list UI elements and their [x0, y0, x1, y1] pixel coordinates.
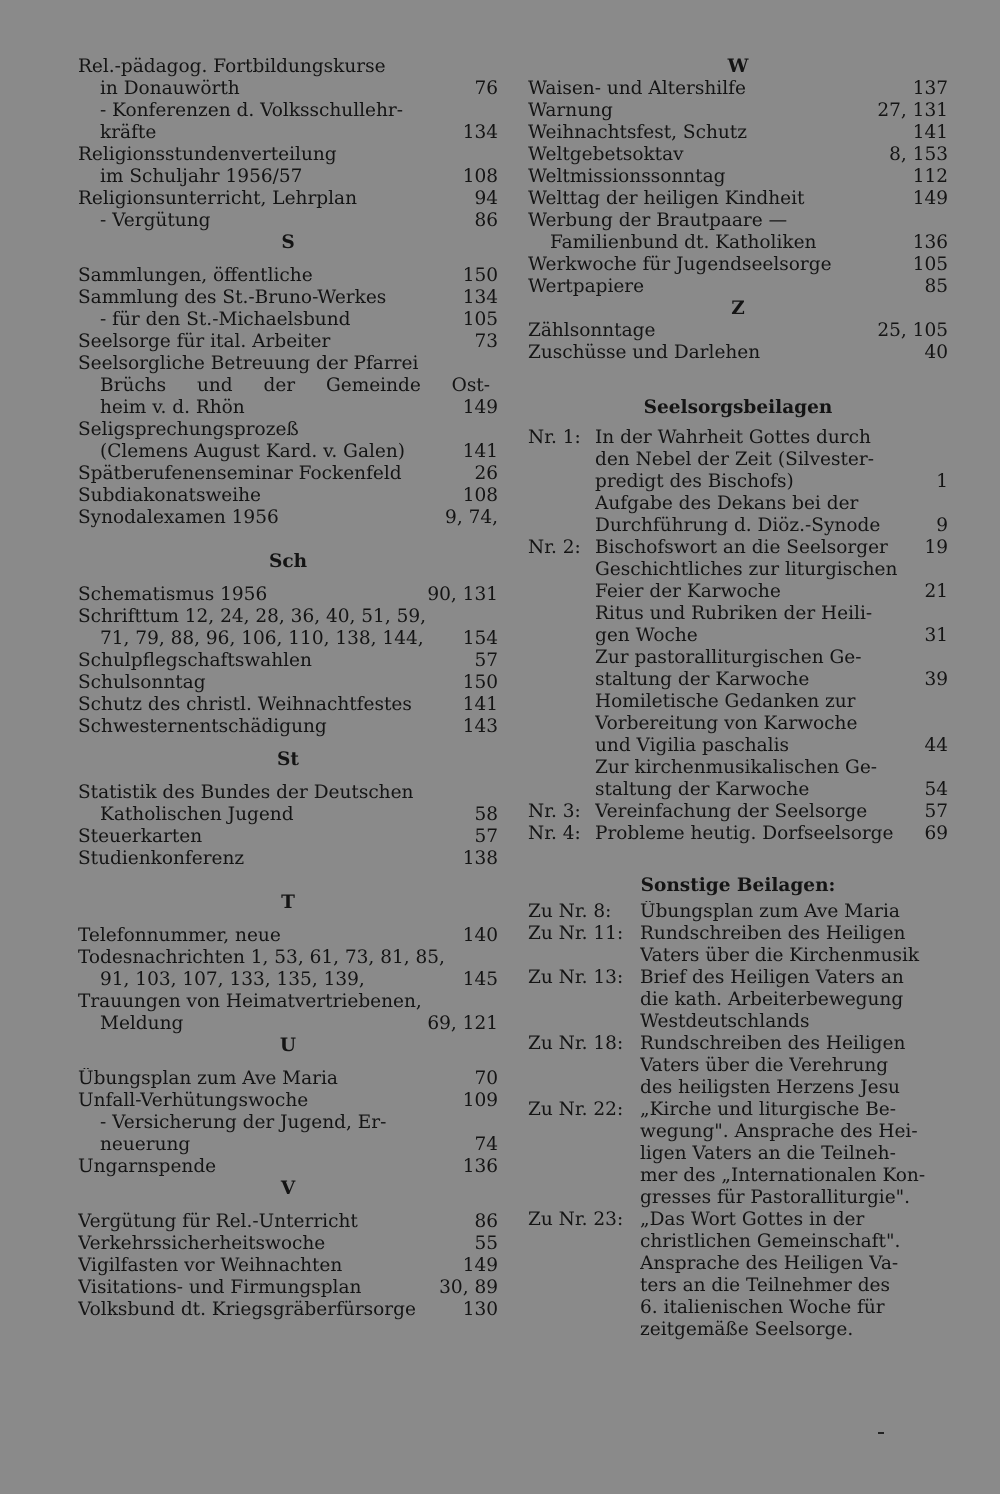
index-entry [78, 287, 498, 309]
entry-pages: 40 [924, 342, 948, 363]
supplement-text: Brief des Heiligen Vaters an [640, 967, 904, 988]
supplement-text: Vaters über die Kirchenmusik [640, 945, 920, 966]
index-entry [78, 991, 498, 1013]
index-entry [78, 650, 498, 672]
supplement-page: 9 [936, 515, 948, 536]
entry-pages: 26 [474, 463, 498, 484]
entry-text: Trauungen von Heimatvertriebenen, [78, 991, 422, 1012]
supplement-page [942, 989, 948, 1011]
entry-pages: 134 [462, 287, 498, 308]
section-letter: T [281, 892, 295, 913]
entry-text: Vigilfasten vor Weihnachten [78, 1255, 343, 1276]
supplement-item [528, 823, 948, 845]
index-entry [528, 232, 948, 254]
index-entry [78, 188, 498, 210]
entry-pages: 105 [912, 254, 948, 275]
entry-pages: 73 [474, 331, 498, 352]
supplement-text: Geschichtliches zur liturgischen [595, 559, 898, 580]
index-entry [78, 947, 498, 969]
supplement-text: Westdeutschlands [640, 1011, 810, 1032]
entry-text: Brüchs und der Gemeinde Ost- [100, 375, 490, 396]
entry-text: 71, 79, 88, 96, 106, 110, 138, 144, [100, 628, 424, 649]
entry-pages: 58 [474, 804, 498, 825]
entry-pages: 149 [462, 397, 498, 418]
index-entry [78, 265, 498, 287]
index-entry [528, 320, 948, 342]
entry-pages: 76 [474, 78, 498, 99]
section-letter: Sch [268, 551, 308, 572]
supplement-text: Homiletische Gedanken zur [595, 691, 856, 712]
entry-text: neuerung [100, 1134, 191, 1155]
entry-text: Welttag der heiligen Kindheit [528, 188, 805, 209]
supplement-text: Ritus und Rubriken der Heili- [595, 603, 873, 624]
index-entry [528, 210, 948, 232]
entry-pages: 108 [462, 166, 498, 187]
section-letter: V [280, 1178, 296, 1199]
supplement-text: 6. italienischen Woche für [640, 1297, 885, 1318]
entry-text: Katholischen Jugend [100, 804, 294, 825]
entry-text: Meldung [100, 1013, 184, 1034]
index-entry [78, 1013, 498, 1035]
supplement-text: Rundschreiben des Heiligen [640, 1033, 906, 1054]
supplement-page: 21 [924, 581, 948, 602]
supplement-page [942, 923, 948, 945]
entry-text: in Donauwörth [100, 78, 240, 99]
index-entry [78, 1211, 498, 1233]
index-entry [528, 100, 948, 122]
entry-text: Sammlungen, öffentliche [78, 265, 313, 286]
entry-text: Spätberufenenseminar Fockenfeld [78, 463, 402, 484]
section-letter: Z [731, 298, 745, 319]
supplement-text: und Vigilia paschalis [595, 735, 790, 756]
supplement-text: zeitgemäße Seelsorge. [640, 1319, 854, 1340]
section-letter: W [727, 56, 749, 77]
index-entry [78, 397, 498, 419]
entry-text: im Schuljahr 1956/57 [100, 166, 303, 187]
supplement-page [942, 1011, 948, 1033]
entry-text: Religionsstundenverteilung [78, 144, 337, 165]
index-entry [78, 331, 498, 353]
entry-text: Synodalexamen 1956 [78, 507, 279, 528]
entry-pages: 70 [474, 1068, 498, 1089]
entry-text: Zählsonntage [528, 320, 656, 341]
entry-pages: 136 [462, 1156, 498, 1177]
entry-pages: 141 [912, 122, 948, 143]
entry-text: heim v. d. Rhön [100, 397, 245, 418]
supplement-page [942, 967, 948, 989]
supplement-text: wegung". Ansprache des Hei- [640, 1121, 918, 1142]
entry-text: Schutz des christl. Weihnachtfestes [78, 694, 412, 715]
entry-pages: 140 [462, 925, 498, 946]
supplement-number: Nr. 4: [528, 823, 581, 844]
entry-pages: 25, 105 [877, 320, 948, 341]
entry-text: Zuschüsse und Darlehen [528, 342, 761, 363]
index-left-column [78, 56, 498, 1321]
supplement-page: 19 [924, 537, 948, 558]
index-entry [78, 1299, 498, 1321]
entry-text: Rel.-pädagog. Fortbildungskurse [78, 56, 386, 77]
supplement-page [942, 945, 948, 967]
index-entry [78, 925, 498, 947]
index-entry [78, 507, 498, 529]
index-entry [78, 1068, 498, 1090]
index-entry [78, 826, 498, 848]
entry-text: Waisen- und Altershilfe [528, 78, 746, 99]
supplement-page [942, 1055, 948, 1077]
entry-pages: 8, 153 [889, 144, 948, 165]
index-entry [528, 122, 948, 144]
supplement-page [942, 1231, 948, 1253]
index-entry [78, 716, 498, 738]
entry-text: Schulsonntag [78, 672, 206, 693]
entry-text: Weltgebetsoktav [528, 144, 684, 165]
supplement-page [942, 559, 948, 581]
supplement-item [528, 427, 948, 537]
supplement-text: Vorbereitung von Karwoche [595, 713, 858, 734]
supplement-page [942, 901, 948, 923]
entry-text: Sammlung des St.-Bruno-Werkes [78, 287, 387, 308]
entry-pages: 141 [462, 694, 498, 715]
entry-text: Wertpapiere [528, 276, 645, 297]
index-entry [78, 122, 498, 144]
supplement-page [942, 1099, 948, 1121]
index-entry [78, 1233, 498, 1255]
supplement-page [942, 1121, 948, 1143]
supplement-page: 31 [924, 625, 948, 646]
entry-pages: 57 [474, 826, 498, 847]
entry-pages: 138 [462, 848, 498, 869]
entry-text: Weltmissionssonntag [528, 166, 726, 187]
supplement-number: Zu Nr. 13: [528, 967, 624, 988]
supplement-item [528, 923, 948, 967]
supplement-text: „Das Wort Gottes in der [640, 1209, 865, 1230]
index-entry [78, 606, 498, 628]
supplement-text: Bischofswort an die Seelsorger [595, 537, 888, 558]
entry-text: Seelsorgliche Betreuung der Pfarrei [78, 353, 419, 374]
entry-text: - Vergütung [100, 210, 211, 231]
supplement-item [528, 901, 948, 923]
supplement-page [942, 647, 948, 669]
entry-text: Schematismus 1956 [78, 584, 268, 605]
seelsorgsbeilagen-list [528, 427, 948, 845]
entry-text: Übungsplan zum Ave Maria [78, 1068, 338, 1089]
section-letter: St [277, 749, 299, 770]
index-entry [78, 210, 498, 232]
supplement-page [942, 1209, 948, 1231]
entry-pages: 55 [474, 1233, 498, 1254]
index-right-column [528, 56, 948, 1341]
entry-pages: 69, 121 [427, 1013, 498, 1034]
entry-text: Steuerkarten [78, 826, 203, 847]
entry-pages: 108 [462, 485, 498, 506]
supplement-text: Zur pastoralliturgischen Ge- [595, 647, 862, 668]
entry-pages: 150 [462, 265, 498, 286]
supplement-item [528, 1099, 948, 1209]
supplement-text: ligen Vaters an die Teilneh- [640, 1143, 896, 1164]
index-entry [78, 1156, 498, 1178]
index-entry [78, 969, 498, 991]
entry-pages: 149 [462, 1255, 498, 1276]
supplement-text: Probleme heutig. Dorfseelsorge [595, 823, 894, 844]
entry-text: 91, 103, 107, 133, 135, 139, [100, 969, 365, 990]
entry-text: Familienbund dt. Katholiken [550, 232, 817, 253]
supplement-text: „Kirche und liturgische Be- [640, 1099, 897, 1120]
supplement-text: Durchführung d. Diöz.-Synode [595, 515, 881, 536]
entry-text: Subdiakonatsweihe [78, 485, 262, 506]
entry-pages: 109 [462, 1090, 498, 1111]
index-entry [78, 672, 498, 694]
entry-pages: 150 [462, 672, 498, 693]
supplement-text: Zur kirchenmusikalischen Ge- [595, 757, 878, 778]
supplement-number: Nr. 1: [528, 427, 581, 448]
sonstige-beilagen-heading: Sonstige Beilagen: [640, 875, 836, 896]
index-entry [78, 78, 498, 100]
supplement-item [528, 801, 948, 823]
supplement-page [942, 691, 948, 713]
entry-pages: 86 [474, 210, 498, 231]
index-entry [528, 144, 948, 166]
supplement-number: Zu Nr. 22: [528, 1099, 624, 1120]
entry-pages: 149 [912, 188, 948, 209]
index-entry [78, 1090, 498, 1112]
entry-text: - Versicherung der Jugend, Er- [100, 1112, 387, 1133]
supplement-text: Übungsplan zum Ave Maria [640, 901, 900, 922]
entry-text: kräfte [100, 122, 157, 143]
supplement-page [942, 427, 948, 449]
index-entry [78, 441, 498, 463]
entry-text: Verkehrssicherheitswoche [78, 1233, 326, 1254]
entry-pages: 154 [462, 628, 498, 649]
supplement-text: Vaters über die Verehrung [640, 1055, 889, 1076]
index-entry [78, 463, 498, 485]
entry-pages: 143 [462, 716, 498, 737]
supplement-item [528, 967, 948, 1033]
index-entry [528, 342, 948, 364]
index-entry [78, 804, 498, 826]
supplement-number: Nr. 2: [528, 537, 581, 558]
supplement-text: staltung der Karwoche [595, 779, 810, 800]
index-entry [78, 694, 498, 716]
supplement-text: Aufgabe des Dekans bei der [595, 493, 859, 514]
seelsorgsbeilagen-heading: Seelsorgsbeilagen [643, 397, 833, 418]
entry-text: Weihnachtsfest, Schutz [528, 122, 747, 143]
entry-pages: 137 [912, 78, 948, 99]
supplement-text: predigt des Bischofs) [595, 471, 794, 492]
section-letter: U [279, 1035, 297, 1056]
entry-text: Werbung der Brautpaare — [528, 210, 788, 231]
entry-pages: 86 [474, 1211, 498, 1232]
entry-text: Unfall-Verhütungswoche [78, 1090, 309, 1111]
index-entry [78, 166, 498, 188]
entry-pages: 74 [474, 1134, 498, 1155]
index-entry [78, 628, 498, 650]
index-entry [78, 419, 498, 441]
supplement-number: Nr. 3: [528, 801, 581, 822]
supplement-page: 54 [924, 779, 948, 800]
index-entry [78, 1277, 498, 1299]
supplement-page: 69 [924, 823, 948, 844]
index-entry [78, 584, 498, 606]
supplement-page [942, 757, 948, 779]
entry-pages: 145 [462, 969, 498, 990]
supplement-text: gen Woche [595, 625, 698, 646]
supplement-page: 57 [924, 801, 948, 822]
supplement-page: 1 [936, 471, 948, 492]
entry-text: Schwesternentschädigung [78, 716, 327, 737]
entry-text: Telefonnummer, neue [78, 925, 281, 946]
supplement-number: Zu Nr. 8: [528, 901, 612, 922]
index-entry [528, 188, 948, 210]
index-entry [78, 1112, 498, 1134]
entry-pages: 57 [474, 650, 498, 671]
entry-text: Seligsprechungsprozeß [78, 419, 299, 440]
entry-text: Schulpflegschaftswahlen [78, 650, 312, 671]
entry-pages: 112 [912, 166, 948, 187]
supplement-text: ters an die Teilnehmer des [640, 1275, 890, 1296]
supplement-number: Zu Nr. 23: [528, 1209, 624, 1230]
section-letter: S [281, 232, 295, 253]
supplement-number: Zu Nr. 18: [528, 1033, 624, 1054]
entry-text: Studienkonferenz [78, 848, 245, 869]
supplement-text: Feier der Karwoche [595, 581, 781, 602]
supplement-text: Vereinfachung der Seelsorge [595, 801, 868, 822]
entry-text: Statistik des Bundes der Deutschen [78, 782, 414, 803]
supplement-page [942, 1143, 948, 1165]
entry-pages: 105 [462, 309, 498, 330]
supplement-page [942, 1253, 948, 1275]
index-entry [78, 100, 498, 122]
index-entry [78, 1255, 498, 1277]
entry-text: Todesnachrichten 1, 53, 61, 73, 81, 85, [78, 947, 445, 968]
entry-pages: 30, 89 [439, 1277, 498, 1298]
supplement-page [942, 1297, 948, 1319]
supplement-page [942, 449, 948, 471]
page-mark [878, 1432, 884, 1434]
supplement-text: In der Wahrheit Gottes durch [595, 427, 871, 448]
entry-pages: 9, 74, [445, 507, 498, 528]
supplement-text: christlichen Gemeinschaft". [640, 1231, 901, 1252]
entry-text: (Clemens August Kard. v. Galen) [100, 441, 405, 462]
supplement-text: die kath. Arbeiterbewegung [640, 989, 904, 1010]
supplement-page [942, 1319, 948, 1341]
index-entry [78, 1134, 498, 1156]
entry-pages: 85 [924, 276, 948, 297]
index-entry [528, 78, 948, 100]
supplement-page [942, 1033, 948, 1055]
entry-text: Werkwoche für Jugendseelsorge [528, 254, 832, 275]
supplement-text: mer des „Internationalen Kon- [640, 1165, 926, 1186]
supplement-page: 44 [924, 735, 948, 756]
entry-text: Religionsunterricht, Lehrplan [78, 188, 357, 209]
supplement-page [942, 603, 948, 625]
supplement-item [528, 1033, 948, 1099]
entry-pages: 94 [474, 188, 498, 209]
entry-text: Vergütung für Rel.-Unterricht [78, 1211, 358, 1232]
supplement-page [942, 1275, 948, 1297]
supplement-number: Zu Nr. 11: [528, 923, 624, 944]
entry-text: Warnung [528, 100, 613, 121]
sonstige-beilagen-list [528, 901, 948, 1341]
index-w-z [528, 56, 948, 364]
entry-text: Volksbund dt. Kriegsgräberfürsorge [78, 1299, 416, 1320]
index-entry [78, 56, 498, 78]
supplement-page [942, 1077, 948, 1099]
supplement-page: 39 [924, 669, 948, 690]
index-entry [78, 782, 498, 804]
supplement-text: gresses für Pastoralliturgie". [640, 1187, 911, 1208]
supplement-item [528, 1209, 948, 1341]
supplement-page [942, 1165, 948, 1187]
index-entry [528, 166, 948, 188]
index-entry [528, 276, 948, 298]
index-entry [78, 375, 498, 397]
supplement-page [942, 713, 948, 735]
entry-pages: 134 [462, 122, 498, 143]
supplement-item [528, 537, 948, 801]
supplement-text: Ansprache des Heiligen Va- [640, 1253, 899, 1274]
index-entry [78, 144, 498, 166]
entry-text: Visitations- und Firmungsplan [78, 1277, 362, 1298]
index-entry [528, 254, 948, 276]
entry-text: Schrifttum 12, 24, 28, 36, 40, 51, 59, [78, 606, 426, 627]
index-entry [78, 353, 498, 375]
index-entry [78, 485, 498, 507]
supplement-page [942, 493, 948, 515]
supplement-page [942, 1187, 948, 1209]
entry-pages: 136 [912, 232, 948, 253]
entry-pages: 141 [462, 441, 498, 462]
supplement-text: Rundschreiben des Heiligen [640, 923, 906, 944]
entry-pages: 130 [462, 1299, 498, 1320]
supplement-text: den Nebel der Zeit (Silvester- [595, 449, 874, 470]
entry-text: Ungarnspende [78, 1156, 217, 1177]
entry-text: - für den St.-Michaelsbund [100, 309, 351, 330]
index-entry [78, 309, 498, 331]
supplement-text: des heiligsten Herzens Jesu [640, 1077, 900, 1098]
index-entry [78, 848, 498, 870]
entry-text: Seelsorge für ital. Arbeiter [78, 331, 331, 352]
entry-pages: 27, 131 [877, 100, 948, 121]
supplement-text: staltung der Karwoche [595, 669, 810, 690]
entry-text: - Konferenzen d. Volksschullehr- [100, 100, 404, 121]
entry-pages: 90, 131 [427, 584, 498, 605]
